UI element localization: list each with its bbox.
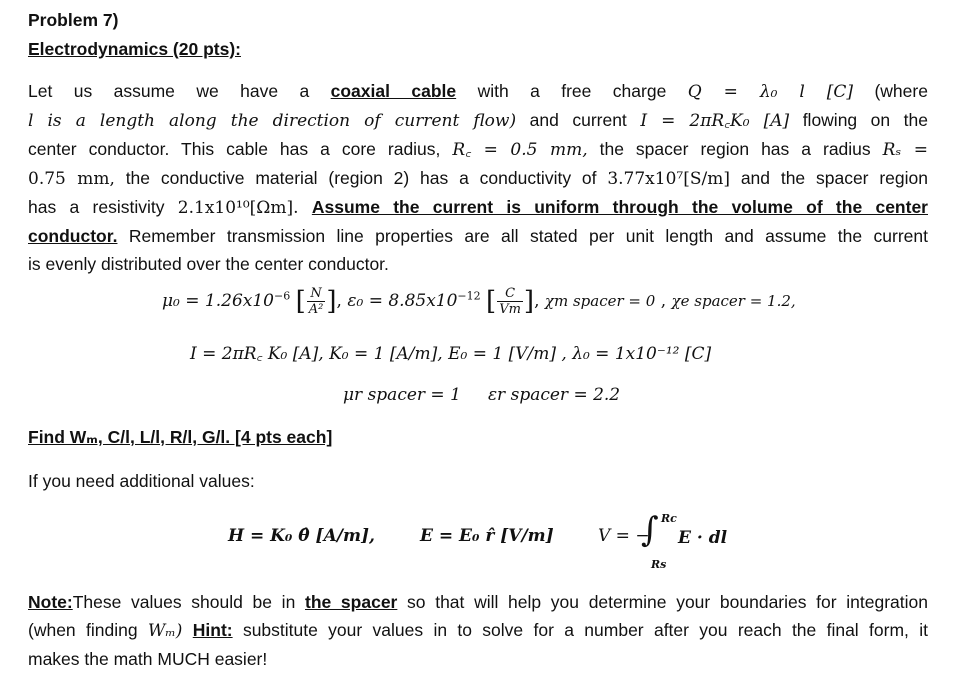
- intro-line-6: conductor. Remember transmission line properties are all stated per unit length and assume the current: [28, 226, 928, 246]
- intro-line-1: Let us assume we have a coaxial cable with a free charge Q = λ₀ l [C] (where: [28, 81, 928, 102]
- find-instruction: Find Wₘ, C/l, L/l, R/l, G/l. [4 pts each]: [28, 427, 333, 447]
- current-formula: I = 2πR꜀K₀ [A]: [640, 111, 790, 131]
- core-radius: R꜀ = 0.5 mm,: [452, 140, 588, 160]
- note-line-3: makes the math MUCH easier!: [28, 649, 268, 669]
- mu-r-spacer: μr spacer = 1: [343, 385, 461, 405]
- problem-topic: Electrodynamics (20 pts):: [28, 39, 241, 59]
- e-field-formula: E = E₀ r̂ [V/m]: [420, 526, 554, 546]
- intro-line-7: is evenly distributed over the center conductor.: [28, 254, 389, 274]
- mu0-constant: μ₀ = 1.26x10: [162, 291, 274, 311]
- resistivity-value: 2.1x10¹⁰[Ωm].: [177, 198, 299, 218]
- hint-label: Hint:: [192, 620, 233, 640]
- voltage-formula: V = −: [598, 526, 650, 546]
- note-line-1: Note:These values should be in the spacer so that will help you determine your boundaries for integration: [28, 592, 929, 612]
- chi-e-spacer: χe spacer = 1.2,: [671, 292, 796, 310]
- intro-paragraph: [28, 77, 928, 278]
- note-paragraph: [28, 588, 928, 673]
- intro-line-5: has a resistivity 2.1x10¹⁰[Ωm]. Assume the current is uniform through the volume of the center: [28, 197, 928, 218]
- eps-r-spacer: εr spacer = 2.2: [487, 385, 621, 405]
- charge-formula: Q = λ₀ l [C]: [687, 82, 854, 102]
- additional-values-intro: If you need additional values:: [28, 471, 255, 491]
- integral-lower-limit: Rs: [651, 558, 667, 571]
- h-field-formula: H = K₀ θ̂ [A/m],: [228, 526, 375, 546]
- constants-line-2: I = 2πR꜀ K₀ [A], K₀ = 1 [A/m], E₀ = 1 [V/m] , λ₀ = 1x10⁻¹² [C]: [190, 344, 712, 364]
- intro-line-2: l is a length along the direction of current flow) and current I = 2πR꜀K₀ [A] flowing on the: [28, 110, 928, 131]
- eps0-constant: ε₀ = 8.85x10: [347, 291, 458, 311]
- integral-upper-limit: Rc: [661, 512, 677, 525]
- note-label: Note:: [28, 592, 73, 612]
- note-line-2: (when finding Wₘ) Hint: substitute your values in to solve for a number after you reach the final form, it: [28, 620, 928, 641]
- constants-line-3: [343, 385, 620, 405]
- coaxial-cable-term: coaxial cable: [330, 81, 457, 101]
- chi-m-spacer: χm spacer = 0: [544, 292, 656, 310]
- spacer-radius: Rₛ =: [882, 140, 928, 160]
- intro-line-3: center conductor. This cable has a core radius, R꜀ = 0.5 mm, the spacer region has a radius Rₛ =: [28, 139, 928, 160]
- integral-sign: ∫: [641, 510, 659, 550]
- conductivity-value: 3.77x10⁷[S/m]: [607, 169, 730, 189]
- problem-number: Problem 7): [28, 10, 119, 30]
- intro-line-4: 0.75 mm, the conductive material (region 2) has a conductivity of 3.77x10⁷[S/m] and the spacer region: [28, 168, 928, 189]
- integrand: E · dl: [678, 528, 728, 548]
- constants-line-1: $\mu_0 = 1.26x10^{-6}$ [ $\frac{N}{\text{A²}}$ ], $\varepsilon_0 = 8.85x10^{-12}$ [ $\frac{C}{Vm}$ ], χm spacer = 0 , χe spacer = 1.2,: [162, 286, 796, 317]
